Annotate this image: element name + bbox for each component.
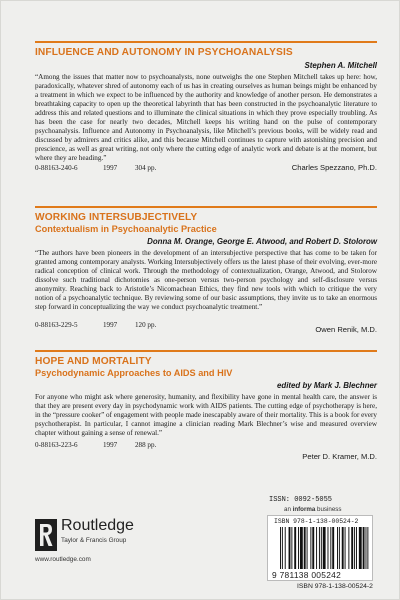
informa-brand: informa — [292, 506, 316, 513]
book-author: Stephen A. Mitchell — [304, 61, 377, 70]
book-meta — [35, 441, 377, 451]
isbn-below-barcode: ISBN 978-1-138-00524-2 — [297, 583, 373, 590]
book-reviewer: Peter D. Kramer, M.D. — [302, 452, 377, 462]
book-pages: 288 pp. — [135, 441, 157, 450]
barcode — [267, 515, 373, 581]
book-title: WORKING INTERSUBJECTIVELY — [35, 212, 198, 223]
book-author: Donna M. Orange, George E. Atwood, and Robert D. Stolorow — [147, 237, 377, 246]
book-year: 1997 — [103, 441, 118, 450]
book-review-quote: “Among the issues that matter now to psychoanalysts, none outweighs the one Stephen Mitchell takes up here: how, paradoxically, whatever shred of autonomy each of us has in creating ourselves as human beings might be enhanced by a treatment in which we expect to be influenced by the authority and knowledge of another person. He demonstrates a breathtaking capacity to open up the theoretical labyrinth that has been constructed in the psychoanalytic literature to address this and related questions and to illuminate the clinical situations in which they prove especially troubling. As has been the case for nearly two decades, Mitchell keeps his writing hand on the pulse of contemporary psychoanalysis. Influence and Autonomy in Psychoanalysis, like Mitchell’s previous books, will be widely read and discussed by admirers and critics alike, and this because Mitchell continues to capture with astonishing precision and prescience, as well as great writing, not only where the cutting edge of analytic work and debate is at the moment, but where they are heading.” — [35, 73, 377, 163]
barcode-isbn-top: ISBN 978-1-138-00524-2 — [274, 518, 359, 525]
section-rule — [35, 206, 377, 208]
barcode-digits: 9 781138 005242 — [272, 570, 342, 580]
book-year: 1997 — [103, 321, 118, 330]
book-isbn: 0-88163-229-5 — [35, 321, 78, 330]
routledge-logo-icon — [35, 519, 57, 551]
book-entry-1 — [35, 41, 377, 174]
book-pages: 120 pp. — [135, 321, 157, 330]
book-isbn: 0-88163-223-6 — [35, 441, 78, 450]
book-subtitle: Psychodynamic Approaches to AIDS and HIV — [35, 368, 233, 378]
book-author: edited by Mark J. Blechner — [277, 381, 377, 390]
publisher-url: www.routledge.com — [35, 556, 91, 563]
section-rule — [35, 41, 377, 43]
book-meta — [35, 321, 377, 335]
informa-business-label — [284, 506, 341, 513]
barcode-bars — [272, 527, 370, 569]
issn-label: ISSN: 0092-5055 — [269, 496, 333, 504]
book-meta — [35, 164, 377, 174]
informa-suffix: business — [315, 506, 342, 513]
section-rule — [35, 350, 377, 352]
book-title: HOPE AND MORTALITY — [35, 356, 152, 367]
book-title: INFLUENCE AND AUTONOMY IN PSYCHOANALYSIS — [35, 47, 293, 58]
book-reviewer: Owen Renik, M.D. — [315, 325, 377, 335]
book-review-quote: “The authors have been pioneers in the development of an intersubjective perspective that has come to be taken for granted among contemporary analysts. Working Intersubjectively offers us the latest phase of their evolving, ever-more radical conception of clinical work. Through the methodology of contextualization, Orange, Atwood, and Stolorow dissolve such traditional dichotomies as one-person versus two-person psychology and self-disclosure versus anonymity. Reaching back to Aristotle’s Nicomachean Ethics, they find new tools with which to critique the very notion of a psychoanalytic technique. By reviewing some of our basic assumptions, they invite us to take an enormous step forward in conceptualizing the way we conduct psychoanalytic treatment.” — [35, 249, 377, 312]
book-entry-3 — [35, 350, 377, 461]
informa-prefix: an — [284, 506, 293, 513]
book-year: 1997 — [103, 164, 118, 173]
book-subtitle: Contextualism in Psychoanalytic Practice — [35, 224, 217, 234]
book-isbn: 0-88163-240-6 — [35, 164, 78, 173]
book-review-quote: For anyone who might ask where generosity, humanity, and flexibility have gone in mental health care, the answer is that they are present every day in psychodynamic work with AIDS patients. The cutting edge of psychotherapy is here, in the “pressure cooker” of engagement with people made inescapably aware of their mortality. This is a book for every psychotherapist. In particular, I cannot imagine a clinician reading Mark Blechner’s wise and measured overview chapter without gaining a sense of renewal.” — [35, 393, 377, 438]
publisher-name: Routledge — [61, 517, 134, 534]
book-reviewer: Charles Spezzano, Ph.D. — [291, 163, 377, 173]
publisher-tagline: Taylor & Francis Group — [61, 537, 127, 544]
book-pages: 304 pp. — [135, 164, 157, 173]
book-entry-2 — [35, 206, 377, 335]
